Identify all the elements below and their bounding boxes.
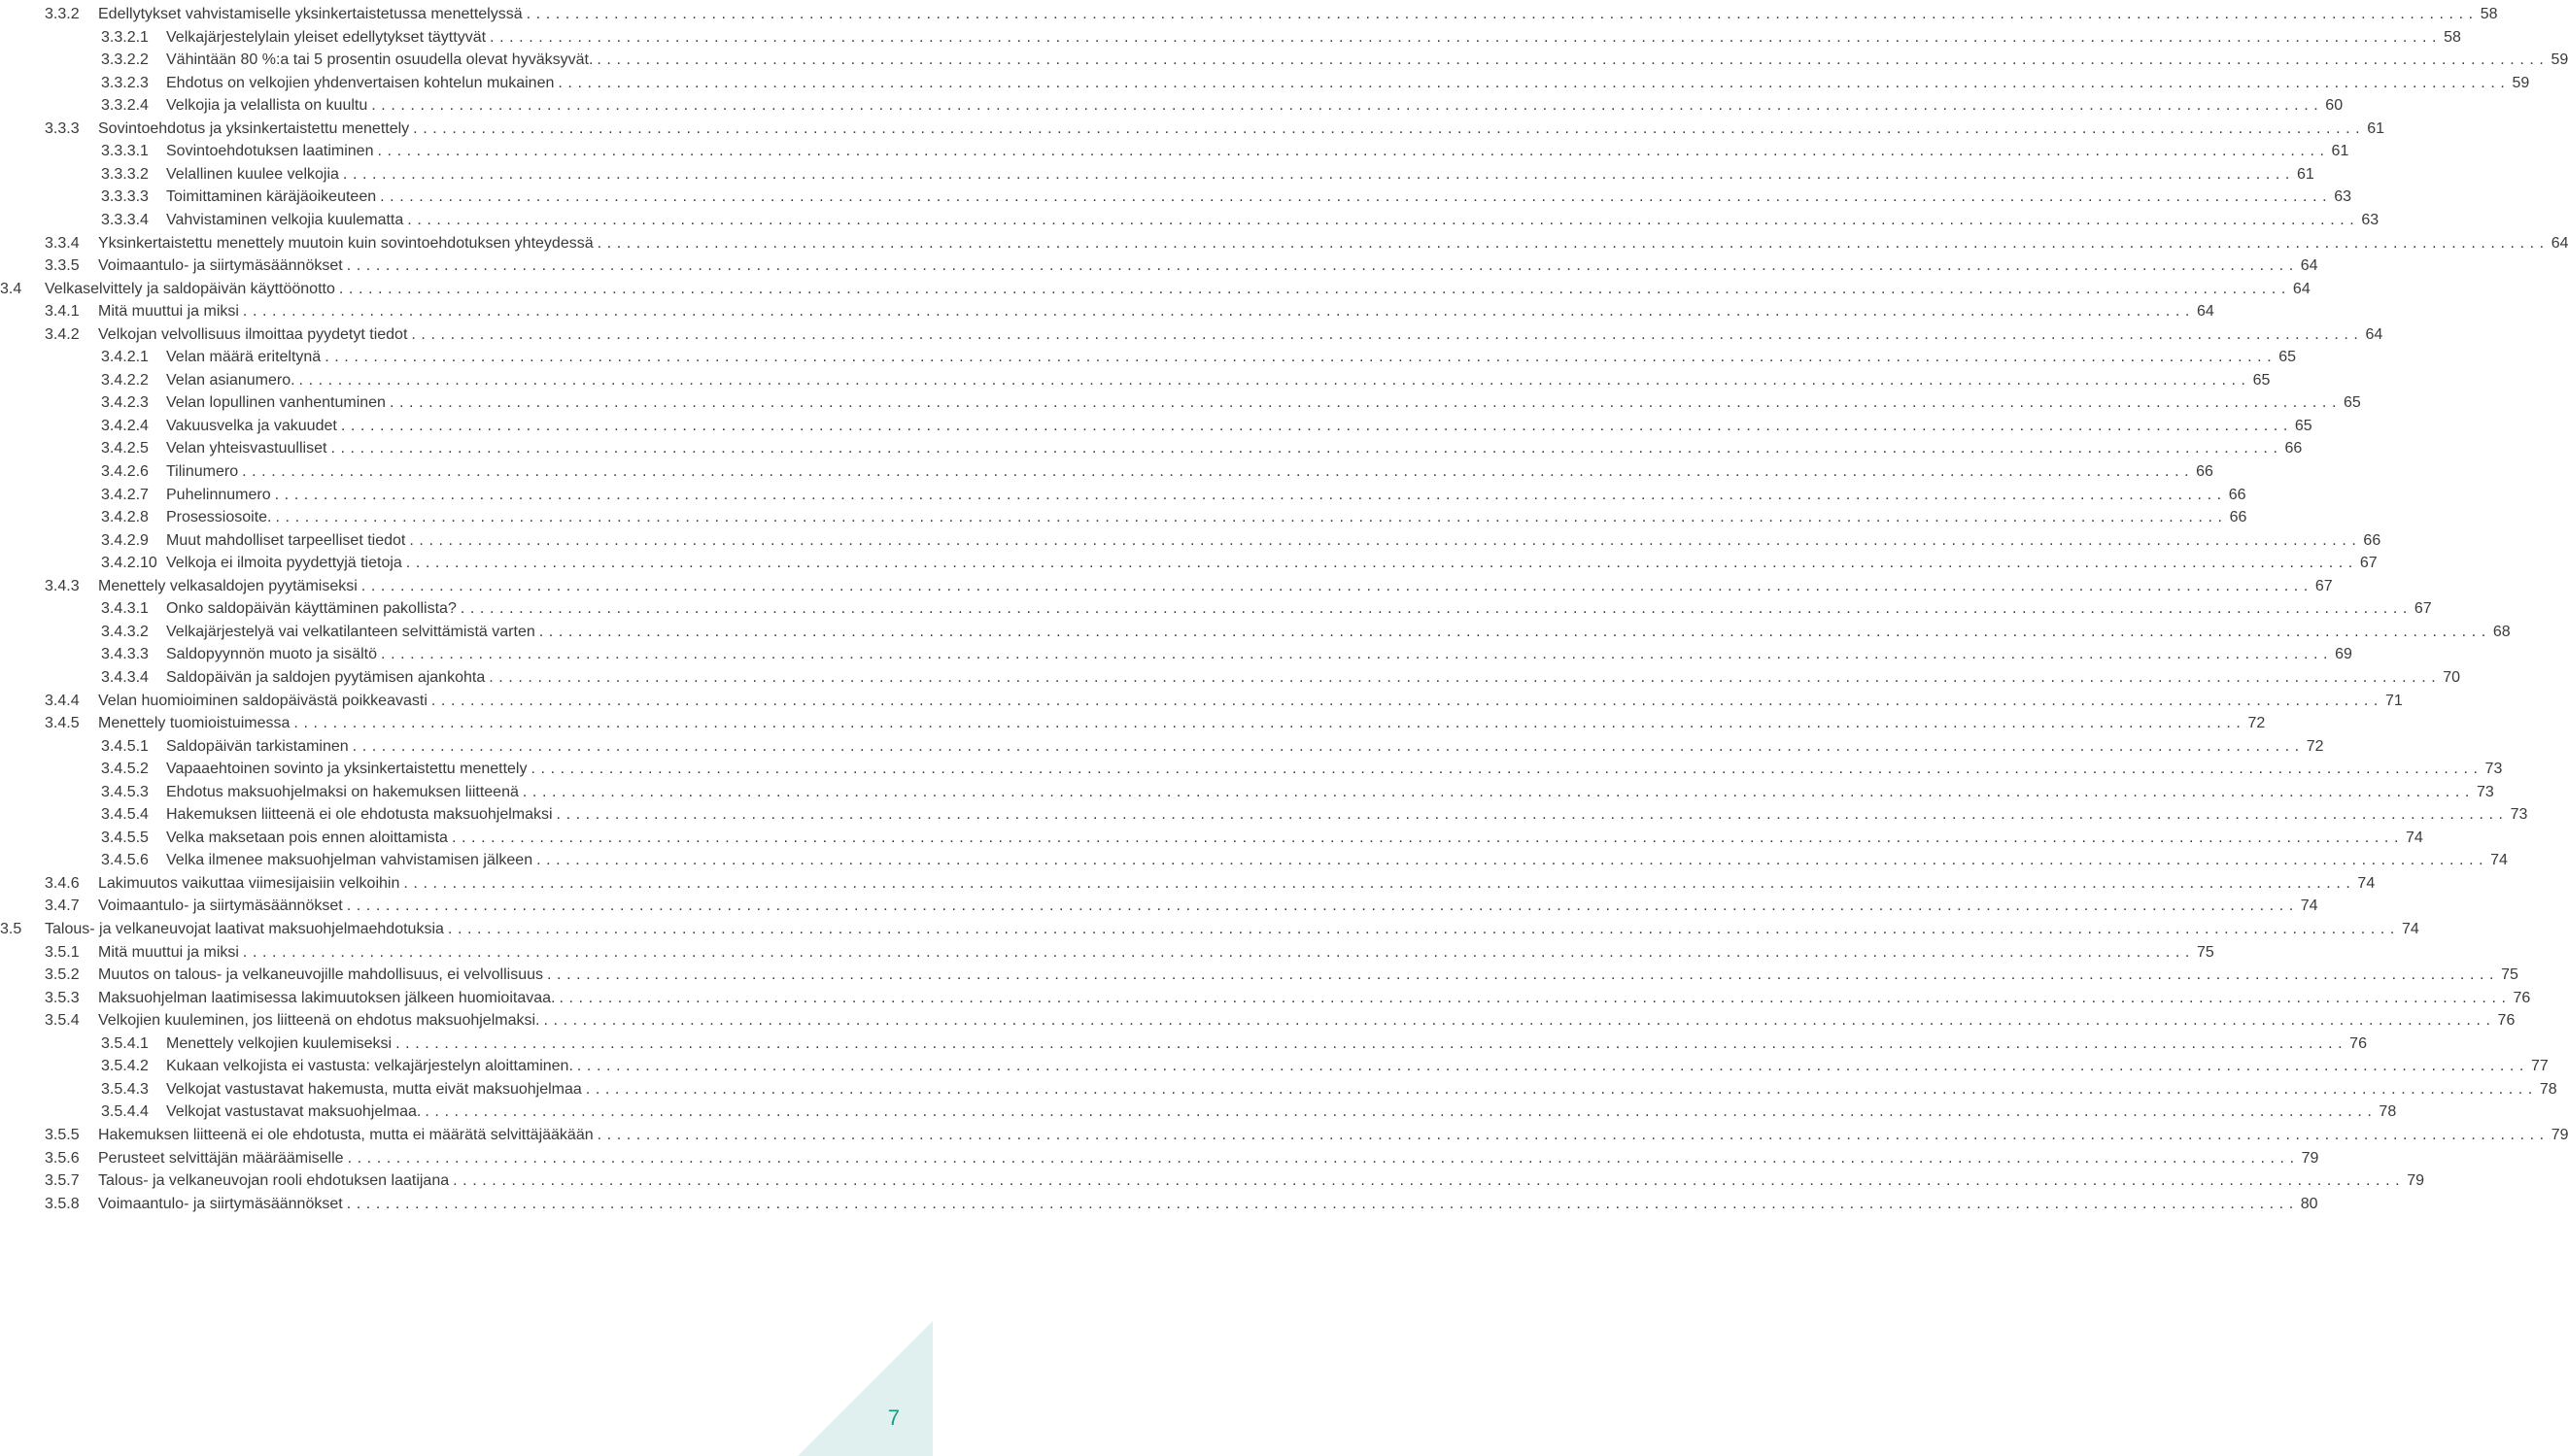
dot-leader: ........................................................................................................................................................................................................ <box>380 188 2333 206</box>
toc-entry-page: 61 <box>2367 119 2385 137</box>
page-corner-decoration <box>768 1321 933 1456</box>
toc-entry-page: 67 <box>2314 577 2333 594</box>
toc-entry-title: Lakimuutos vaikuttaa viimesijaisiin velkoihin <box>98 874 400 892</box>
toc-entry-title: Voimaantulo- ja siirtymäsäännökset <box>98 257 343 275</box>
toc-entry-number: 3.4.5.2 <box>101 761 149 778</box>
toc-entry-page: 69 <box>2335 646 2352 663</box>
toc-entry-title: Saldopyynnön muoto ja sisältö <box>166 646 378 663</box>
dot-leader: ........................................................................................................................................................................................................ <box>381 646 2334 663</box>
toc-entry[interactable] <box>45 1194 2318 1215</box>
toc-entry-title: Talous- ja velkaneuvojan rooli ehdotuksen laatijana <box>98 1172 450 1190</box>
dot-leader: ........................................................................................................................................................................................................ <box>597 51 2550 69</box>
toc-entry[interactable] <box>101 210 2380 231</box>
toc-entry-title: Velan huomioiminen saldopäivästä poikkeavasti <box>98 692 428 709</box>
dot-leader: ........................................................................................................................................................................................................ <box>409 531 2362 549</box>
toc-entry-number: 3.4.7 <box>45 897 80 915</box>
toc-entry-page: 60 <box>2325 97 2344 115</box>
toc-entry-page: 61 <box>2331 143 2349 160</box>
toc-entry-number: 3.4.5.3 <box>101 783 149 800</box>
toc-entry[interactable] <box>45 1125 2568 1146</box>
toc-entry-page: 66 <box>2363 531 2381 549</box>
toc-entry-title: Vapaaehtoinen sovinto ja yksinkertaistettu menettely <box>166 761 528 778</box>
toc-entry-title: Velallinen kuulee velkojia <box>166 165 339 183</box>
dot-leader: ........................................................................................................................................................................................................ <box>346 257 2299 275</box>
toc-entry[interactable] <box>101 644 2352 665</box>
toc-entry[interactable] <box>45 4 2498 25</box>
toc-entry-number: 3.3.2.4 <box>101 97 149 115</box>
toc-entry-number: 3.3.3.3 <box>101 188 149 206</box>
toc-entry-number: 3.3.2.2 <box>101 51 149 69</box>
toc-entry-number: 3.5 <box>0 921 22 937</box>
toc-entry-title: Velkojat vastustavat maksuohjelmaa. <box>166 1103 422 1121</box>
dot-leader: ........................................................................................................................................................................................................ <box>403 874 2356 892</box>
toc-entry[interactable] <box>101 1101 2397 1123</box>
dot-leader: ........................................................................................................................................................................................................ <box>352 737 2305 755</box>
toc-entry[interactable] <box>101 1033 2367 1055</box>
dot-leader: ........................................................................................................................................................................................................ <box>597 234 2550 252</box>
dot-leader: ........................................................................................................................................................................................................ <box>453 1172 2406 1190</box>
toc-entry[interactable] <box>45 576 2333 597</box>
toc-entry-number: 3.4.2 <box>45 325 80 343</box>
toc-entry[interactable] <box>101 804 2528 826</box>
dot-leader: ........................................................................................................................................................................................................ <box>407 211 2360 228</box>
dot-leader: ........................................................................................................................................................................................................ <box>451 829 2405 846</box>
toc-entry-number: 3.4.5.6 <box>101 852 149 869</box>
toc-entry-number: 3.5.8 <box>45 1195 80 1212</box>
dot-leader: ........................................................................................................................................................................................................ <box>430 692 2383 709</box>
toc-entry-number: 3.4.2.6 <box>101 463 149 480</box>
toc-entry-title: Velan asianumero. <box>166 371 295 389</box>
toc-entry-page: 79 <box>2301 1149 2319 1167</box>
toc-entry-number: 3.4.1 <box>45 303 80 321</box>
dot-leader: ........................................................................................................................................................................................................ <box>490 28 2443 46</box>
dot-leader: ........................................................................................................................................................................................................ <box>346 1195 2299 1212</box>
dot-leader: ........................................................................................................................................................................................................ <box>413 119 2366 137</box>
toc-entry-number: 3.4 <box>0 280 22 297</box>
dot-leader: ........................................................................................................................................................................................................ <box>489 668 2442 686</box>
toc-entry-page: 76 <box>2497 1012 2516 1030</box>
toc-entry-number: 3.5.7 <box>45 1172 80 1190</box>
dot-leader: ........................................................................................................................................................................................................ <box>325 349 2277 366</box>
dot-leader: ........................................................................................................................................................................................................ <box>447 921 2400 937</box>
dot-leader: ........................................................................................................................................................................................................ <box>330 440 2283 457</box>
toc-entry[interactable] <box>0 919 2419 940</box>
toc-entry-page: 65 <box>2294 417 2312 434</box>
toc-entry[interactable] <box>101 828 2423 849</box>
toc-entry[interactable] <box>101 186 2351 208</box>
toc-entry-page: 58 <box>2480 6 2498 22</box>
toc-entry[interactable] <box>101 461 2213 483</box>
toc-entry-title: Tilinumero <box>166 463 239 480</box>
toc-entry-number: 3.3.2 <box>45 6 80 22</box>
toc-entry[interactable] <box>45 1010 2516 1032</box>
toc-entry[interactable] <box>101 667 2461 689</box>
toc-entry-page: 63 <box>2334 188 2351 206</box>
toc-entry-title: Talous- ja velkaneuvojat laativat maksuohjelmaehdotuksia <box>45 921 444 937</box>
toc-entry-page: 66 <box>2196 463 2213 480</box>
toc-entry[interactable] <box>45 873 2376 895</box>
toc-entry-title: Prosessiosoite. <box>166 509 272 526</box>
toc-entry-number: 3.4.3.2 <box>101 623 149 640</box>
toc-entry-number: 3.4.2.2 <box>101 371 149 389</box>
toc-entry[interactable] <box>45 1148 2319 1169</box>
toc-entry-page: 67 <box>2359 555 2378 572</box>
dot-leader: ........................................................................................................................................................................................................ <box>342 165 2295 183</box>
dot-leader: ........................................................................................................................................................................................................ <box>425 1103 2378 1121</box>
toc-entry-page: 79 <box>2407 1172 2424 1190</box>
toc-entry[interactable] <box>45 1170 2424 1192</box>
toc-entry-number: 3.4.3 <box>45 577 80 594</box>
toc-entry-page: 64 <box>2292 280 2311 297</box>
toc-entry-page: 67 <box>2414 600 2432 618</box>
toc-entry-page: 79 <box>2551 1126 2568 1143</box>
toc-entry[interactable] <box>45 233 2568 254</box>
dot-leader: ........................................................................................................................................................................................................ <box>298 371 2251 389</box>
toc-entry-number: 3.3.4 <box>45 234 80 252</box>
toc-entry-title: Velkojan velvollisuus ilmoittaa pyydetyt tiedot <box>98 325 408 343</box>
toc-entry-title: Maksuohjelman laatimisessa lakimuutoksen jälkeen huomioitavaa. <box>98 989 556 1006</box>
toc-entry-title: Velkajärjestelyä vai velkatilanteen selvittämistä varten <box>166 623 535 640</box>
toc-entry[interactable] <box>101 370 2271 391</box>
toc-entry-number: 3.5.4 <box>45 1012 80 1030</box>
dot-leader: ........................................................................................................................................................................................................ <box>460 600 2413 618</box>
toc-entry[interactable] <box>101 1056 2549 1077</box>
toc-entry[interactable] <box>101 50 2568 71</box>
toc-entry-page: 73 <box>2476 783 2494 800</box>
toc-entry-title: Voimaantulo- ja siirtymäsäännökset <box>98 1195 343 1212</box>
toc-entry-number: 3.5.2 <box>45 966 80 984</box>
toc-entry-page: 65 <box>2344 394 2361 412</box>
toc-entry-page: 75 <box>2196 943 2214 961</box>
page-number: 7 <box>887 1405 900 1430</box>
dot-leader: ........................................................................................................................................................................................................ <box>242 463 2195 480</box>
dot-leader: ........................................................................................................................................................................................................ <box>274 486 2227 503</box>
toc-entry-title: Sovintoehdotuksen laatiminen <box>166 143 374 160</box>
toc-entry-title: Velka maksetaan pois ennen aloittamista <box>166 829 448 846</box>
toc-entry[interactable] <box>101 485 2246 506</box>
toc-entry-number: 3.4.6 <box>45 874 80 892</box>
dot-leader: ........................................................................................................................................................................................................ <box>522 783 2475 800</box>
dot-leader: ........................................................................................................................................................................................................ <box>576 1058 2529 1075</box>
dot-leader: ........................................................................................................................................................................................................ <box>389 394 2343 412</box>
toc-entry[interactable] <box>45 942 2214 964</box>
toc-entry[interactable] <box>45 301 2214 322</box>
toc-entry-title: Velkojia ja velallista on kuultu <box>166 97 368 115</box>
dot-leader: ........................................................................................................................................................................................................ <box>347 1149 2300 1167</box>
toc-entry[interactable] <box>101 27 2461 49</box>
toc-entry-title: Muutos on talous- ja velkaneuvojille mahdollisuus, ei velvollisuus <box>98 966 544 984</box>
toc-entry-number: 3.4.2.5 <box>101 440 149 457</box>
toc-entry-number: 3.4.3.4 <box>101 668 149 686</box>
toc-entry-title: Vahvistaminen velkojia kuulematta <box>166 211 404 228</box>
dot-leader: ........................................................................................................................................................................................................ <box>556 806 2509 824</box>
toc-entry-page: 61 <box>2296 165 2314 183</box>
toc-entry-page: 73 <box>2510 806 2528 824</box>
toc-entry-page: 74 <box>2401 921 2419 937</box>
toc-entry-title: Velkaselvittely ja saldopäivän käyttöönotto <box>45 280 335 297</box>
toc-entry[interactable] <box>101 759 2503 780</box>
toc-entry-page: 66 <box>2229 509 2247 526</box>
toc-entry-page: 74 <box>2300 897 2318 915</box>
toc-entry[interactable] <box>101 598 2432 620</box>
toc-entry-number: 3.5.1 <box>45 943 80 961</box>
toc-entry-page: 74 <box>2406 829 2423 846</box>
toc-entry-title: Velka ilmenee maksuohjelman vahvistamisen jälkeen <box>166 852 533 869</box>
dot-leader: ........................................................................................................................................................................................................ <box>405 555 2358 572</box>
toc-entry[interactable] <box>101 141 2349 162</box>
toc-entry-title: Mitä muuttui ja miksi <box>98 943 239 961</box>
toc-entry-page: 72 <box>2306 737 2324 755</box>
toc-entry-number: 3.4.5.1 <box>101 737 149 755</box>
toc-entry-page: 70 <box>2443 668 2461 686</box>
toc-entry-page: 75 <box>2501 966 2518 984</box>
dot-leader: ........................................................................................................................................................................................................ <box>538 623 2491 640</box>
toc-entry-title: Velan yhteisvastuulliset <box>166 440 327 457</box>
toc-entry-title: Mitä muuttui ja miksi <box>98 303 239 321</box>
toc-entry[interactable] <box>0 279 2311 300</box>
toc-entry-page: 68 <box>2492 623 2511 640</box>
toc-entry-page: 59 <box>2551 51 2568 69</box>
toc-entry[interactable] <box>45 324 2383 346</box>
toc-entry-page: 64 <box>2196 303 2214 321</box>
toc-entry[interactable] <box>45 691 2403 712</box>
toc-entry-number: 3.4.2.10 <box>101 555 157 572</box>
toc-entry-title: Sovintoehdotus ja yksinkertaistettu menettely <box>98 119 410 137</box>
dot-leader: ........................................................................................................................................................................................................ <box>371 97 2324 115</box>
toc-entry[interactable] <box>45 965 2518 986</box>
dot-leader: ........................................................................................................................................................................................................ <box>558 74 2511 91</box>
toc-entry-number: 3.3.3.1 <box>101 143 149 160</box>
toc-entry-page: 76 <box>2349 1034 2367 1052</box>
toc-entry-number: 3.5.4.2 <box>101 1058 149 1075</box>
toc-entry[interactable] <box>101 736 2324 758</box>
dot-leader: ........................................................................................................................................................................................................ <box>559 989 2512 1006</box>
dot-leader: ........................................................................................................................................................................................................ <box>585 1080 2538 1098</box>
toc-entry-title: Ehdotus on velkojien yhdenvertaisen kohtelun mukainen <box>166 74 555 91</box>
toc-entry-page: 80 <box>2300 1195 2318 1212</box>
toc-entry[interactable] <box>101 850 2508 871</box>
toc-entry-page: 64 <box>2365 325 2383 343</box>
toc-entry-page: 65 <box>2252 371 2271 389</box>
toc-entry-number: 3.4.3.1 <box>101 600 149 618</box>
toc-entry-page: 78 <box>2539 1080 2557 1098</box>
toc-entry-number: 3.3.3 <box>45 119 80 137</box>
toc-entry-number: 3.3.2.1 <box>101 28 149 46</box>
toc-entry[interactable] <box>101 392 2361 414</box>
toc-entry[interactable] <box>101 507 2247 528</box>
dot-leader: ........................................................................................................................................................................................................ <box>377 143 2330 160</box>
toc-entry-title: Yksinkertaistettu menettely muutoin kuin sovintoehdotuksen yhteydessä <box>98 234 594 252</box>
toc-entry-number: 3.5.4.1 <box>101 1034 149 1052</box>
toc-entry-number: 3.5.5 <box>45 1126 80 1143</box>
dot-leader: ........................................................................................................................................................................................................ <box>360 577 2313 594</box>
toc-entry-title: Vähintään 80 %:a tai 5 prosentin osuudella olevat hyväksyvät. <box>166 51 594 69</box>
toc-entry-number: 3.4.2.1 <box>101 349 149 366</box>
toc-entry-number: 3.3.3.4 <box>101 211 149 228</box>
dot-leader: ........................................................................................................................................................................................................ <box>338 280 2291 297</box>
toc-entry-title: Menettely velkojien kuulemiseksi <box>166 1034 393 1052</box>
toc-entry-page: 74 <box>2357 874 2376 892</box>
toc-entry-page: 58 <box>2444 28 2461 46</box>
toc-entry[interactable] <box>101 622 2511 643</box>
toc-entry-title: Kukaan velkojista ei vastusta: velkajärjestelyn aloittaminen. <box>166 1058 573 1075</box>
toc-entry[interactable] <box>45 255 2318 277</box>
toc-entry[interactable] <box>101 530 2381 552</box>
toc-entry-title: Voimaantulo- ja siirtymäsäännökset <box>98 897 343 915</box>
toc-entry-number: 3.4.5.4 <box>101 806 149 824</box>
toc-entry-number: 3.4.2.7 <box>101 486 149 503</box>
toc-entry-number: 3.3.2.3 <box>101 74 149 91</box>
dot-leader: ........................................................................................................................................................................................................ <box>293 715 2246 732</box>
toc-entry-number: 3.4.2.9 <box>101 531 149 549</box>
toc-entry-title: Puhelinnumero <box>166 486 271 503</box>
toc-entry-page: 64 <box>2551 234 2568 252</box>
toc-entry-title: Velkojat vastustavat hakemusta, mutta eivät maksuohjelmaa <box>166 1080 582 1098</box>
dot-leader: ........................................................................................................................................................................................................ <box>242 303 2195 321</box>
toc-entry-title: Velkojien kuuleminen, jos liitteenä on ehdotus maksuohjelmaksi. <box>98 1012 540 1030</box>
toc-entry-title: Velan määrä eriteltynä <box>166 349 322 366</box>
toc-entry-number: 3.4.5 <box>45 715 80 732</box>
toc-entry-number: 3.4.4 <box>45 692 80 709</box>
dot-leader: ........................................................................................................................................................................................................ <box>531 761 2483 778</box>
toc-entry-page: 73 <box>2484 761 2503 778</box>
toc-entry-page: 78 <box>2379 1103 2397 1121</box>
toc-entry-title: Hakemuksen liitteenä ei ole ehdotusta maksuohjelmaksi <box>166 806 553 824</box>
toc-entry-page: 72 <box>2247 715 2266 732</box>
toc-entry[interactable] <box>45 988 2531 1009</box>
toc-entry[interactable] <box>101 95 2344 117</box>
dot-leader: ........................................................................................................................................................................................................ <box>275 509 2228 526</box>
dot-leader: ........................................................................................................................................................................................................ <box>536 852 2489 869</box>
toc-entry-title: Hakemuksen liitteenä ei ole ehdotusta, mutta ei määrätä selvittäjääkään <box>98 1126 594 1143</box>
toc-entry-number: 3.4.2.3 <box>101 394 149 412</box>
toc-entry-number: 3.4.3.3 <box>101 646 149 663</box>
dot-leader: ........................................................................................................................................................................................................ <box>597 1126 2550 1143</box>
toc-entry[interactable] <box>101 164 2314 186</box>
toc-entry-title: Toimittaminen käräjäoikeuteen <box>166 188 377 206</box>
dot-leader: ........................................................................................................................................................................................................ <box>395 1034 2348 1052</box>
toc-entry-title: Saldopäivän ja saldojen pyytämisen ajankohta <box>166 668 486 686</box>
toc-entry-number: 3.4.5.5 <box>101 829 149 846</box>
toc-entry-number: 3.3.5 <box>45 257 80 275</box>
toc-entry-number: 3.5.4.4 <box>101 1103 149 1121</box>
toc-entry[interactable] <box>101 1079 2557 1100</box>
toc-entry-page: 74 <box>2490 852 2508 869</box>
toc-entry-page: 66 <box>2228 486 2246 503</box>
toc-entry-title: Velkajärjestelylain yleiset edellytykset täyttyvät <box>166 28 487 46</box>
toc-entry-title: Velan lopullinen vanhentuminen <box>166 394 386 412</box>
toc-entry[interactable] <box>45 119 2385 140</box>
dot-leader: ........................................................................................................................................................................................................ <box>242 943 2195 961</box>
toc-entry-page: 76 <box>2513 989 2531 1006</box>
toc-entry[interactable] <box>45 896 2318 917</box>
toc-entry-page: 64 <box>2300 257 2318 275</box>
toc-entry-title: Saldopäivän tarkistaminen <box>166 737 349 755</box>
toc-entry-number: 3.5.6 <box>45 1149 80 1167</box>
toc-entry-title: Ehdotus maksuohjelmaksi on hakemuksen liitteenä <box>166 783 519 800</box>
toc-entry-title: Onko saldopäivän käyttäminen pakollista? <box>166 600 457 618</box>
toc-entry-number: 3.4.2.4 <box>101 417 149 434</box>
toc-entry-number: 3.5.3 <box>45 989 80 1006</box>
toc-entry-title: Menettely tuomioistuimessa <box>98 715 291 732</box>
toc-entry-title: Vakuusvelka ja vakuudet <box>166 417 337 434</box>
dot-leader: ........................................................................................................................................................................................................ <box>547 966 2500 984</box>
dot-leader: ........................................................................................................................................................................................................ <box>543 1012 2496 1030</box>
toc-entry-number: 3.5.4.3 <box>101 1080 149 1098</box>
toc-entry[interactable] <box>101 73 2530 94</box>
toc-entry-number: 3.4.2.8 <box>101 509 149 526</box>
dot-leader: ........................................................................................................................................................................................................ <box>346 897 2299 915</box>
toc-entry-page: 77 <box>2530 1058 2549 1075</box>
toc-entry-title: Perusteet selvittäjän määräämiselle <box>98 1149 344 1167</box>
toc-entry-page: 66 <box>2284 440 2303 457</box>
toc-entry[interactable] <box>101 553 2378 574</box>
dot-leader: ........................................................................................................................................................................................................ <box>340 417 2293 434</box>
toc-entry-page: 63 <box>2361 211 2380 228</box>
toc-entry-title: Menettely velkasaldojen pyytämiseksi <box>98 577 358 594</box>
toc-entry[interactable] <box>45 713 2266 734</box>
toc-entry-page: 65 <box>2278 349 2297 366</box>
toc-entry[interactable] <box>101 347 2297 368</box>
toc-entry-title: Velkoja ei ilmoita pyydettyjä tietoja <box>166 555 402 572</box>
toc-entry-title: Edellytykset vahvistamiselle yksinkertaistetussa menettelyssä <box>98 6 523 22</box>
toc-entry-page: 71 <box>2384 692 2403 709</box>
toc-entry-page: 59 <box>2512 74 2530 91</box>
toc-entry[interactable] <box>101 438 2303 459</box>
dot-leader: ........................................................................................................................................................................................................ <box>526 6 2479 22</box>
toc-entry[interactable] <box>101 416 2312 437</box>
toc-entry-number: 3.3.3.2 <box>101 165 149 183</box>
dot-leader: ........................................................................................................................................................................................................ <box>411 325 2364 343</box>
toc-entry-title: Muut mahdolliset tarpeelliset tiedot <box>166 531 406 549</box>
toc-entry[interactable] <box>101 782 2494 803</box>
